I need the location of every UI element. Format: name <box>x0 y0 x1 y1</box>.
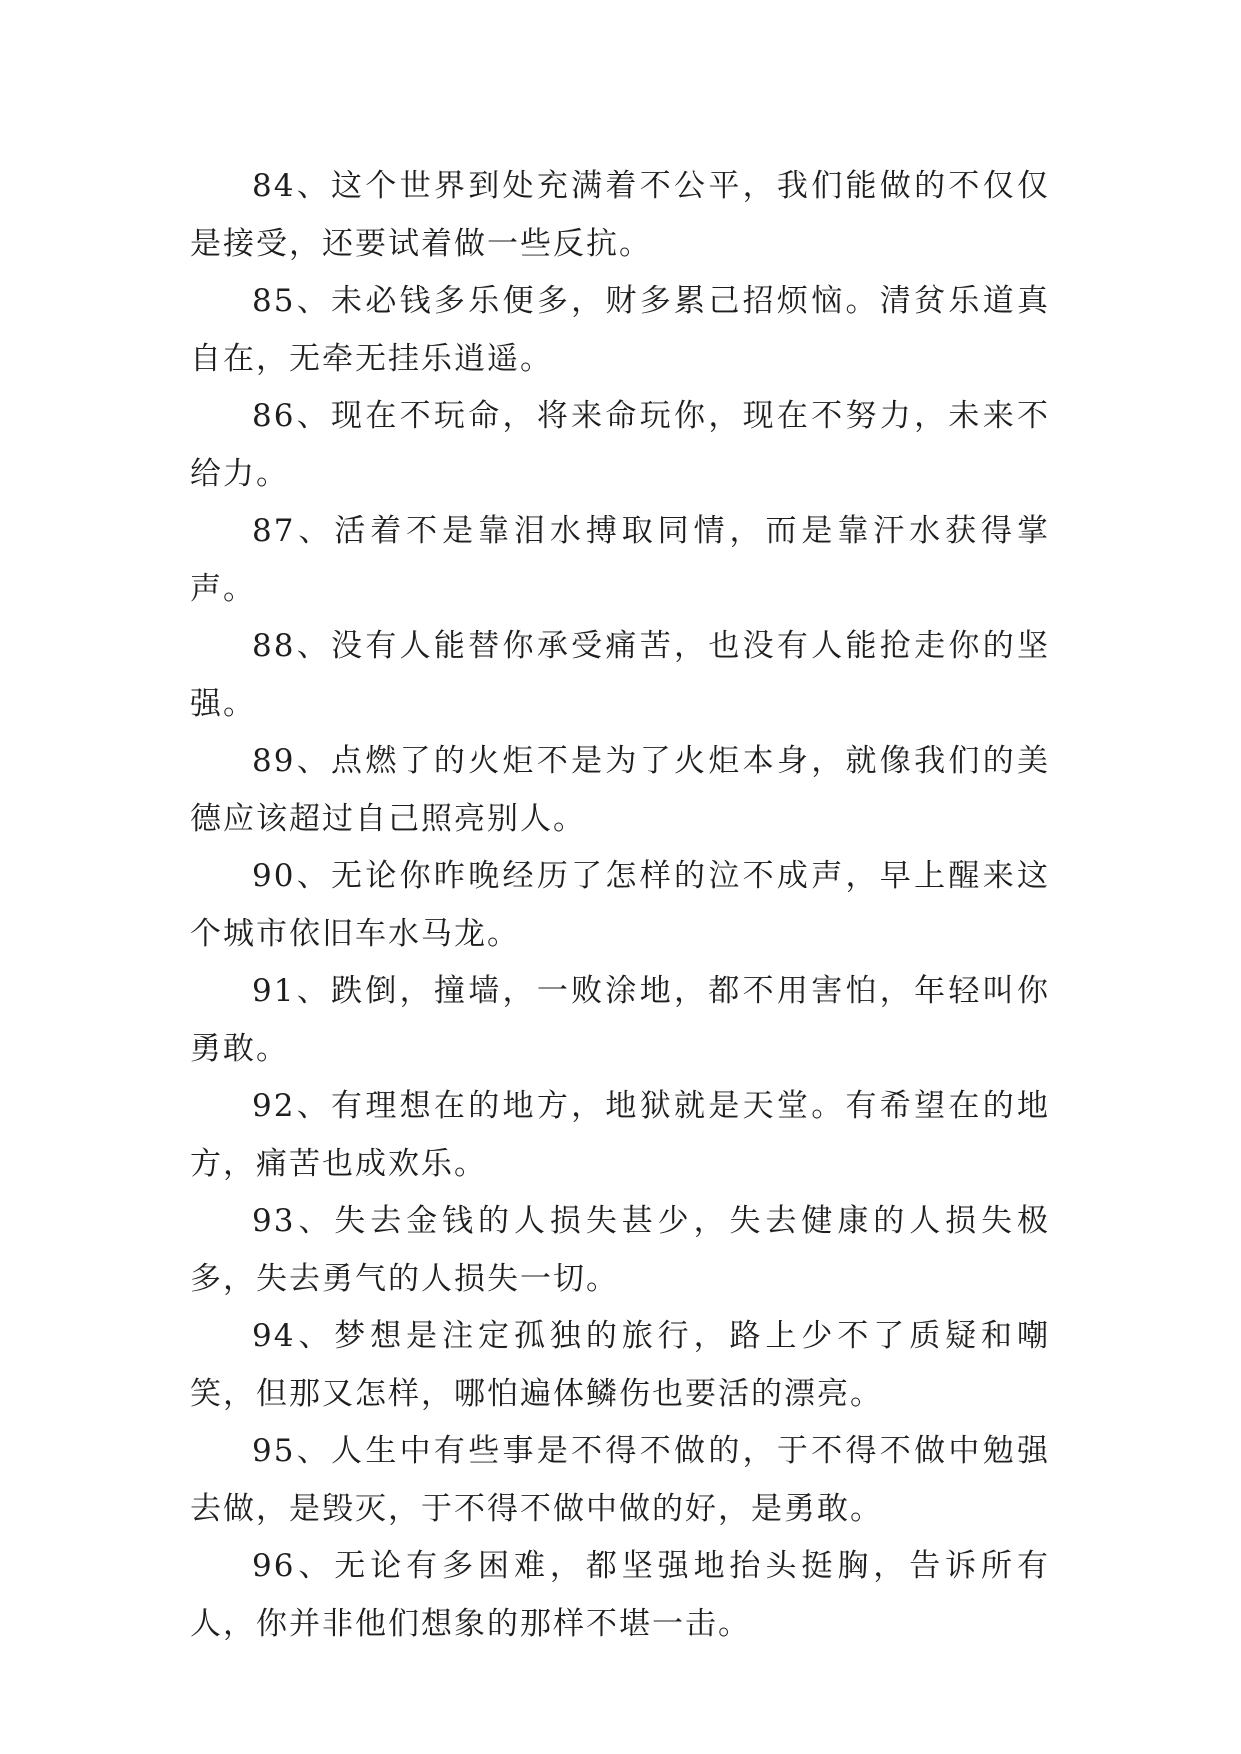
quote-paragraph: 93、失去金钱的人损失甚少，失去健康的人损失极多，失去勇气的人损失一切。 <box>190 1203 1050 1297</box>
document-body <box>190 158 1050 1653</box>
quote-paragraph: 95、人生中有些事是不得不做的，于不得不做中勉强去做，是毁灭，于不得不做中做的好，是勇敢。 <box>190 1433 1050 1527</box>
quote-paragraph: 85、未必钱多乐便多，财多累己招烦恼。清贫乐道真自在，无牵无挂乐逍遥。 <box>190 283 1050 377</box>
quote-paragraph: 84、这个世界到处充满着不公平，我们能做的不仅仅是接受，还要试着做一些反抗。 <box>190 168 1050 262</box>
quote-paragraph: 91、跌倒，撞墙，一败涂地，都不用害怕，年轻叫你勇敢。 <box>190 973 1050 1067</box>
quote-paragraph: 86、现在不玩命，将来命玩你，现在不努力，未来不给力。 <box>190 398 1050 492</box>
quote-paragraph: 87、活着不是靠泪水搏取同情，而是靠汗水获得掌声。 <box>190 513 1050 607</box>
quote-paragraph: 90、无论你昨晚经历了怎样的泣不成声，早上醒来这个城市依旧车水马龙。 <box>190 858 1050 952</box>
quote-paragraph: 94、梦想是注定孤独的旅行，路上少不了质疑和嘲笑，但那又怎样，哪怕遍体鳞伤也要活的漂亮。 <box>190 1318 1050 1412</box>
quote-paragraph: 89、点燃了的火炬不是为了火炬本身，就像我们的美德应该超过自己照亮别人。 <box>190 743 1050 837</box>
quote-paragraph: 92、有理想在的地方，地狱就是天堂。有希望在的地方，痛苦也成欢乐。 <box>190 1088 1050 1182</box>
quote-paragraph: 88、没有人能替你承受痛苦，也没有人能抢走你的坚强。 <box>190 628 1050 722</box>
quote-paragraph: 96、无论有多困难，都坚强地抬头挺胸，告诉所有人，你并非他们想象的那样不堪一击。 <box>190 1548 1050 1642</box>
